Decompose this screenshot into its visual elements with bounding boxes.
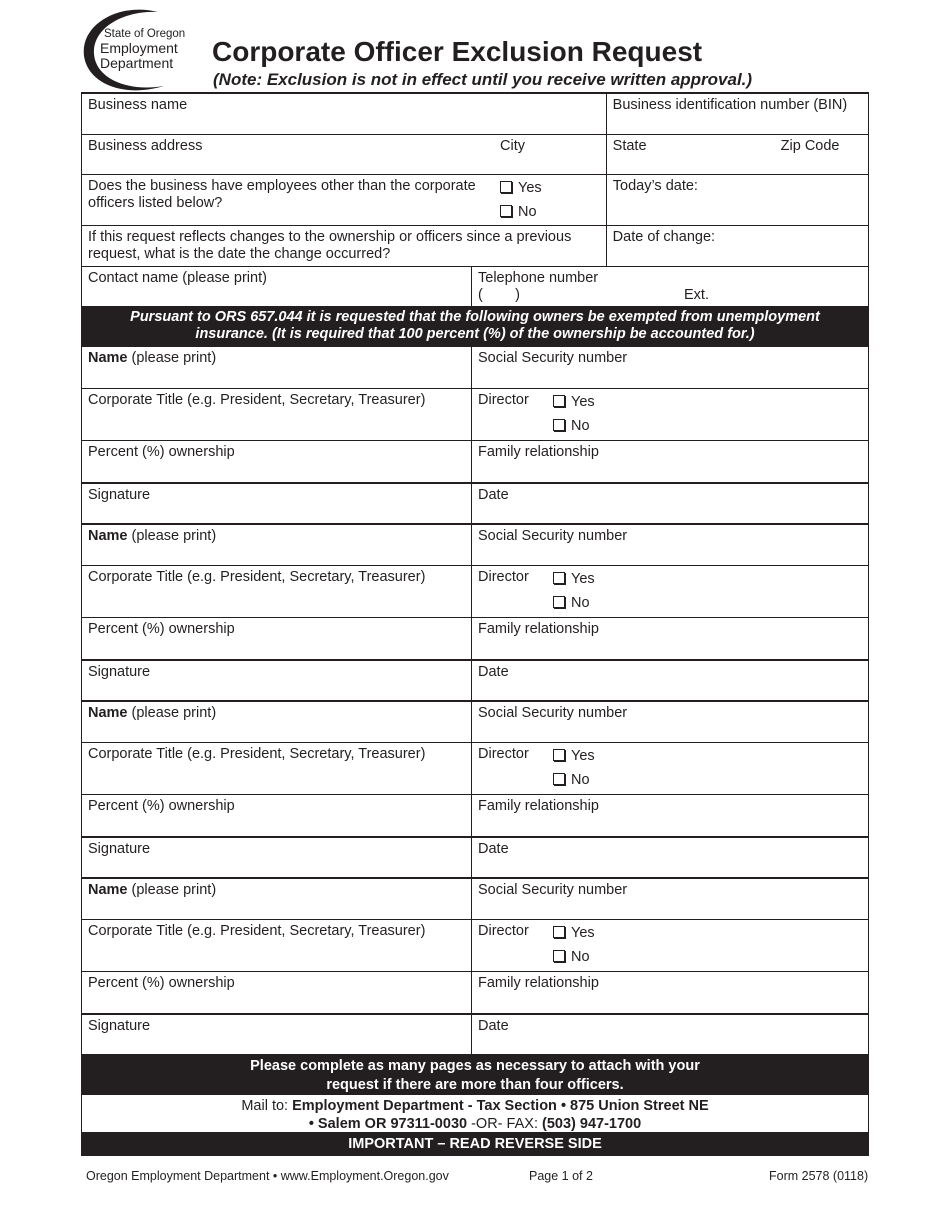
officer-ssn-field[interactable] — [471, 525, 868, 565]
officer-family-field[interactable] — [471, 441, 868, 482]
officer-title-row — [81, 388, 869, 440]
director-no-label: No — [571, 949, 590, 965]
officer-name-row — [81, 346, 869, 388]
officer-title-label: Corporate Title (e.g. President, Secretary, Treasurer) — [88, 923, 426, 939]
mail-department: Employment Department - Tax Section • 875 Union Street NE — [292, 1098, 709, 1114]
officer-title-row — [81, 565, 869, 617]
mailing-address — [81, 1094, 869, 1132]
officer-name-field[interactable] — [82, 879, 471, 919]
officer-family-label: Family relationship — [478, 444, 599, 460]
officer-signature-row — [81, 659, 869, 700]
director-no-checkbox[interactable] — [553, 596, 565, 608]
business-address-row — [81, 134, 869, 174]
director-yes-label: Yes — [571, 571, 595, 587]
business-name-row — [81, 92, 869, 134]
director-yes-option[interactable] — [553, 748, 595, 765]
employees-yes-option[interactable] — [500, 180, 542, 197]
employees-no-checkbox[interactable] — [500, 205, 512, 217]
officer-family-field[interactable] — [471, 618, 868, 659]
officer-name-row — [81, 877, 869, 919]
officer-date-field[interactable] — [471, 838, 868, 877]
date-of-change-field[interactable] — [606, 226, 868, 266]
officer-family-label: Family relationship — [478, 621, 599, 637]
logo-line-2: Employment — [100, 40, 178, 56]
director-no-option[interactable] — [553, 949, 590, 966]
officer-director-label: Director — [478, 392, 529, 408]
employees-no-label: No — [518, 204, 537, 220]
officer-percent-field[interactable] — [82, 795, 471, 836]
officer-percent-field[interactable] — [82, 618, 471, 659]
changes-question: If this request reflects changes to the ownership or officers since a previous request, what is the date the change occurred? — [88, 229, 572, 262]
oregon-employment-logo — [80, 6, 190, 94]
exclusion-form — [81, 92, 869, 1156]
officer-title-field[interactable] — [82, 389, 471, 440]
director-no-option[interactable] — [553, 418, 590, 435]
officer-signature-field[interactable] — [82, 484, 471, 523]
officers-section — [81, 346, 869, 1054]
director-yes-label: Yes — [571, 748, 595, 764]
contact-name-field[interactable] — [82, 267, 471, 306]
more-officers-banner — [81, 1054, 869, 1094]
mail-or-fax: -OR- FAX: — [467, 1116, 542, 1132]
officer-ssn-label: Social Security number — [478, 882, 628, 898]
director-yes-option[interactable] — [553, 925, 595, 942]
officer-title-row — [81, 919, 869, 971]
director-yes-checkbox[interactable] — [553, 572, 565, 584]
officer-percent-row — [81, 440, 869, 482]
officer-percent-label: Percent (%) ownership — [88, 798, 235, 814]
employees-question: Does the business have employees other than the corporate officers listed below? — [88, 178, 476, 211]
officer-name-field[interactable] — [82, 525, 471, 565]
ext-label: Ext. — [684, 287, 709, 303]
footer-agency: Oregon Employment Department • www.Employment.Oregon.gov — [86, 1169, 449, 1183]
officer-signature-row — [81, 1013, 869, 1054]
officer-signature-label: Signature — [88, 1018, 151, 1034]
more-officers-line-1: Please complete as many pages as necessary to attach with your — [250, 1058, 700, 1074]
important-banner: IMPORTANT – READ REVERSE SIDE — [81, 1132, 869, 1156]
officer-director-cell — [471, 920, 868, 971]
employees-yes-checkbox[interactable] — [500, 181, 512, 193]
officer-family-field[interactable] — [471, 972, 868, 1013]
logo-line-1: State of Oregon — [104, 28, 186, 40]
officer-name-row — [81, 700, 869, 742]
officer-date-field[interactable] — [471, 1015, 868, 1054]
business-name-label: Business name — [88, 97, 188, 113]
footer-form-number: Form 2578 (0118) — [769, 1169, 869, 1183]
officer-signature-field[interactable] — [82, 838, 471, 877]
state-zip-field[interactable] — [606, 135, 868, 174]
officer-signature-row — [81, 482, 869, 523]
employees-yes-label: Yes — [518, 180, 542, 196]
officer-percent-label: Percent (%) ownership — [88, 621, 235, 637]
officer-name-label: Name — [88, 882, 128, 898]
director-no-label: No — [571, 772, 590, 788]
officer-title-field[interactable] — [82, 566, 471, 617]
officer-ssn-field[interactable] — [471, 879, 868, 919]
todays-date-label: Today’s date: — [612, 178, 698, 194]
officer-block — [81, 877, 869, 1054]
officer-director-cell — [471, 389, 868, 440]
business-address-field[interactable] — [82, 135, 606, 174]
logo-line-3: Department — [100, 55, 174, 71]
director-no-label: No — [571, 418, 590, 434]
date-of-change-label: Date of change: — [612, 229, 716, 245]
ors-banner: Pursuant to ORS 657.044 it is requested that the following owners be exempted from unemployment insurance. (It is required that 100 percent (%) of the ownership be accounted for.) — [81, 306, 869, 346]
officer-signature-label: Signature — [88, 487, 151, 503]
page-title: Corporate Officer Exclusion Request — [212, 36, 703, 67]
officer-name-row — [81, 523, 869, 565]
officer-name-hint: (please print) — [127, 528, 217, 544]
contact-row — [81, 266, 869, 306]
officer-ssn-label: Social Security number — [478, 528, 628, 544]
officer-percent-label: Percent (%) ownership — [88, 444, 235, 460]
director-yes-checkbox[interactable] — [553, 749, 565, 761]
officer-signature-row — [81, 836, 869, 877]
officer-title-row — [81, 742, 869, 794]
bin-label: Business identification number (BIN) — [612, 97, 848, 113]
state-label: State — [612, 138, 647, 154]
officer-percent-label: Percent (%) ownership — [88, 975, 235, 991]
officer-title-field[interactable] — [82, 743, 471, 794]
city-label: City — [500, 138, 525, 154]
officer-family-label: Family relationship — [478, 798, 599, 814]
footer-page-number: Page 1 of 2 — [529, 1169, 593, 1183]
director-yes-label: Yes — [571, 925, 595, 941]
officer-percent-field[interactable] — [82, 972, 471, 1013]
todays-date-field[interactable] — [606, 175, 868, 225]
officer-date-label: Date — [478, 487, 509, 503]
officer-percent-row — [81, 617, 869, 659]
officer-name-label: Name — [88, 705, 128, 721]
zip-label: Zip Code — [780, 138, 840, 154]
director-yes-checkbox[interactable] — [553, 395, 565, 407]
officer-title-label: Corporate Title (e.g. President, Secretary, Treasurer) — [88, 392, 426, 408]
employees-no-option[interactable] — [500, 204, 537, 221]
officer-name-hint: (please print) — [127, 882, 217, 898]
officer-date-field[interactable] — [471, 661, 868, 700]
director-no-label: No — [571, 595, 590, 611]
officer-name-label: Name — [88, 350, 128, 366]
mail-city: • Salem OR 97311-0030 — [308, 1116, 468, 1132]
director-yes-label: Yes — [571, 394, 595, 410]
officer-percent-field[interactable] — [82, 441, 471, 482]
officer-signature-label: Signature — [88, 841, 151, 857]
officer-date-label: Date — [478, 1018, 509, 1034]
business-name-field[interactable] — [82, 94, 606, 134]
officer-ssn-label: Social Security number — [478, 705, 628, 721]
mail-to-prefix: Mail to: — [241, 1098, 293, 1114]
officer-ssn-field[interactable] — [471, 702, 868, 742]
area-code-parens: ( ) — [478, 287, 520, 303]
officer-ssn-field[interactable] — [471, 347, 868, 388]
officer-family-label: Family relationship — [478, 975, 599, 991]
director-no-checkbox[interactable] — [553, 950, 565, 962]
director-no-option[interactable] — [553, 595, 590, 612]
more-officers-line-2: request if there are more than four officers. — [326, 1077, 624, 1093]
officer-block — [81, 700, 869, 877]
director-no-checkbox[interactable] — [553, 419, 565, 431]
changes-question-cell — [82, 226, 606, 266]
officer-name-hint: (please print) — [127, 350, 217, 366]
business-address-label: Business address — [88, 138, 203, 154]
officer-date-label: Date — [478, 664, 509, 680]
director-yes-option[interactable] — [553, 394, 595, 411]
officer-ssn-label: Social Security number — [478, 350, 628, 366]
approval-note: (Note: Exclusion is not in effect until you receive written approval.) — [213, 70, 753, 89]
employees-question-cell — [82, 175, 606, 225]
officer-title-label: Corporate Title (e.g. President, Secretary, Treasurer) — [88, 569, 426, 585]
telephone-field[interactable] — [471, 267, 868, 306]
officer-director-cell — [471, 566, 868, 617]
officer-name-field[interactable] — [82, 347, 471, 388]
director-no-checkbox[interactable] — [553, 773, 565, 785]
director-no-option[interactable] — [553, 772, 590, 789]
officer-name-hint: (please print) — [127, 705, 217, 721]
employees-row — [81, 174, 869, 225]
officer-director-cell — [471, 743, 868, 794]
officer-signature-field[interactable] — [82, 1015, 471, 1054]
officer-signature-label: Signature — [88, 664, 151, 680]
officer-director-label: Director — [478, 923, 529, 939]
officer-title-field[interactable] — [82, 920, 471, 971]
fax-number: (503) 947-1700 — [542, 1116, 642, 1132]
bin-field[interactable] — [606, 94, 868, 134]
changes-row — [81, 225, 869, 266]
officer-block — [81, 523, 869, 700]
officer-percent-row — [81, 971, 869, 1013]
officer-family-field[interactable] — [471, 795, 868, 836]
officer-block — [81, 346, 869, 523]
officer-date-label: Date — [478, 841, 509, 857]
officer-director-label: Director — [478, 746, 529, 762]
contact-name-label: Contact name (please print) — [88, 270, 267, 286]
officer-director-label: Director — [478, 569, 529, 585]
director-yes-checkbox[interactable] — [553, 926, 565, 938]
telephone-label: Telephone number — [478, 270, 599, 286]
officer-name-label: Name — [88, 528, 128, 544]
officer-date-field[interactable] — [471, 484, 868, 523]
director-yes-option[interactable] — [553, 571, 595, 588]
officer-percent-row — [81, 794, 869, 836]
officer-signature-field[interactable] — [82, 661, 471, 700]
officer-title-label: Corporate Title (e.g. President, Secretary, Treasurer) — [88, 746, 426, 762]
officer-name-field[interactable] — [82, 702, 471, 742]
